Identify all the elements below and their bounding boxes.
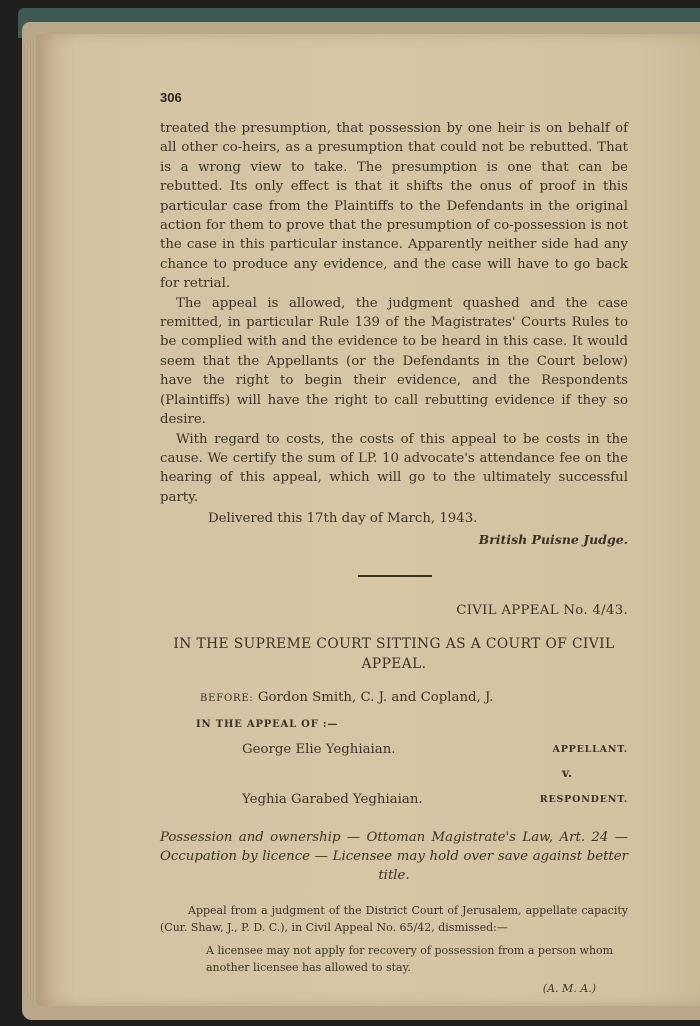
page-text xyxy=(160,90,628,995)
delivered-date: Delivered this 17th day of March, 1943. xyxy=(208,511,478,527)
appeal-from: Appeal from a judgment of the District Court of Jerusalem, appellate capacity (Cur. Shaw, J., P. D. C.), in Civil Appeal No. 65/42, dismissed:— xyxy=(160,903,628,934)
appellant-role: APPELLANT. xyxy=(552,743,628,755)
versus: v. xyxy=(562,765,572,780)
page-number: 306 xyxy=(160,90,182,105)
case-number: CIVIL APPEAL No. 4/43. xyxy=(456,602,628,618)
respondent-row xyxy=(160,792,628,812)
appellant-name: George Elie Yeghiaian. xyxy=(242,741,396,757)
judgment-paragraph-3: With regard to costs, the costs of this appeal to be costs in the cause. We certify the sum of LP. 10 advocate's attendance fee on the hearing of this appeal, which will go to the ultimately successful party. xyxy=(160,431,628,505)
in-the-appeal-of: IN THE APPEAL OF :— xyxy=(196,718,339,730)
court-heading: IN THE SUPREME COURT SITTING AS A COURT OF CIVIL APPEAL. xyxy=(173,635,615,672)
section-divider xyxy=(358,575,432,577)
before-line xyxy=(200,690,628,705)
before-judges: Gordon Smith, C. J. and Copland, J. xyxy=(257,689,494,705)
reporter-initials: (A. M. A.) xyxy=(542,981,596,995)
licensee-note: A licensee may not apply for recovery of possession from a person whom another licensee has allowed to stay. xyxy=(206,943,614,974)
judgment-paragraph-1: treated the presumption, that possession by one heir is on behalf of all other co-heirs, as a presumption that could not be rebutted. That is a wrong view to take. The presumption is one that can be rebutted. Its only effect is that it shifts the onus of proof in this particular case from the Plaintiffs to the Defendants in the original action for them to prove that the presumption of co-possession is not the case in this particular instance. Apparently neither side had any chance to produce any evidence, and the case will have to go back for retrial. xyxy=(160,121,628,292)
judge-signature: British Puisne Judge. xyxy=(478,531,628,547)
judgment-paragraph-2: The appeal is allowed, the judgment quashed and the case remitted, in particular Rule 139 of the Magistrates' Courts Rules to be complied with and the evidence to be heard in this case. It would seem that the Appellants (or the Defendants in the Court below) have the right to begin their evidence, and the Respondents (Plaintiffs) will have the right to call rebutting evidence if they so desire. xyxy=(160,295,628,428)
respondent-name: Yeghia Garabed Yeghiaian. xyxy=(242,791,423,807)
before-label: BEFORE: xyxy=(200,692,254,704)
respondent-role: RESPONDENT. xyxy=(539,793,628,805)
appellant-row xyxy=(160,742,628,762)
headnote: Possession and ownership — Ottoman Magistrate's Law, Art. 24 — Occupation by licence — Licensee may hold over save against better title. xyxy=(160,829,628,884)
